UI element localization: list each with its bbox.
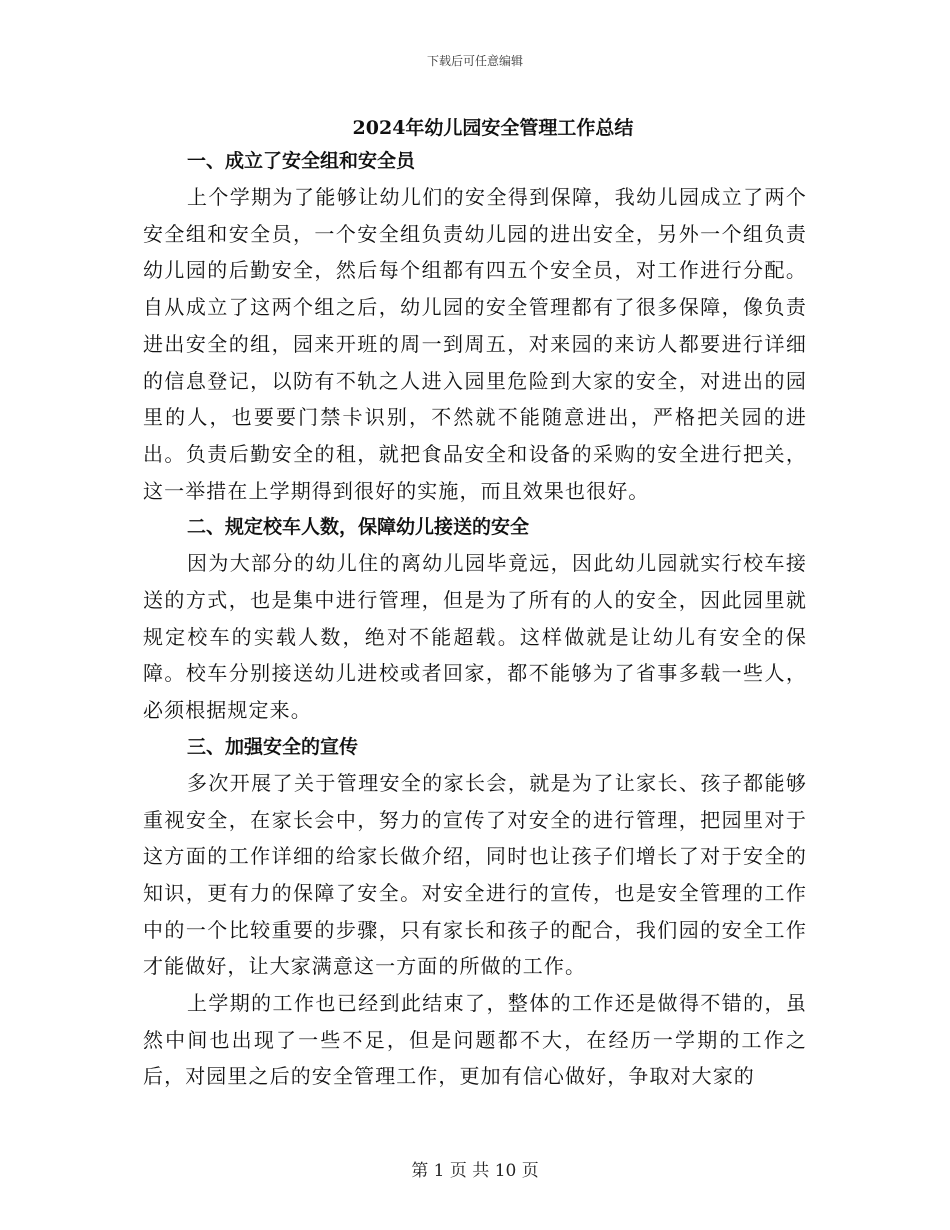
page-header-note: 下载后可任意编辑	[426, 54, 523, 68]
section-heading-3: 三、加强安全的宣传	[187, 735, 359, 758]
closing-paragraph: 上学期的工作也已经到此结束了，整体的工作还是做得不错的，虽然中间也出现了一些不足，但是问题都不大，在经历一学期的工作之后，对园里之后的安全管理工作，更加有信心做好，争取对大家的	[143, 991, 807, 1089]
page-number: 第 1 页 共 10 页	[411, 1161, 539, 1181]
section-heading-2: 二、规定校车人数，保障幼儿接送的安全	[187, 516, 530, 539]
section-paragraph-1: 上个学期为了能够让幼儿们的安全得到保障，我幼儿园成立了两个安全组和安全员，一个安全组负责幼儿园的进出安全，另外一个组负责幼儿园的后勤安全，然后每个组都有四五个安全员，对工作进行分配。自从成立了这两个组之后，幼儿园的安全管理都有了很多保障，像负责进出安全的组，园来开班的周一到周五，对来园的来访人都要进行详细的信息登记，以防有不轨之人进入园里危险到大家的安全，对进出的园里的人，也要要门禁卡识别，不然就不能随意进出，严格把关园的进出。负责后勤安全的租，就把食品安全和设备的采购的安全进行把关，这一举措在上学期得到很好的实施，而且效果也很好。	[143, 185, 807, 503]
section-heading-1: 一、成立了安全组和安全员	[187, 150, 416, 172]
section-paragraph-2: 因为大部分的幼儿住的离幼儿园毕竟远，因此幼儿园就实行校车接送的方式，也是集中进行管理，但是为了所有的人的安全，因此园里就规定校车的实载人数，绝对不能超载。这样做就是让幼儿有安全的保障。校车分别接送幼儿进校或者回家，都不能够为了省事多载一些人，必须根据规定来。	[143, 551, 807, 723]
section-paragraph-3: 多次开展了关于管理安全的家长会，就是为了让家长、孩子都能够重视安全，在家长会中，努力的宣传了对安全的进行管理，把园里对于这方面的工作详细的给家长做介绍，同时也让孩子们增长了对于安全的知识，更有力的保障了安全。对安全进行的宣传，也是安全管理的工作中的一个比较重要的步骤，只有家长和孩子的配合，我们园的安全工作才能做好，让大家满意这一方面的所做的工作。	[143, 770, 807, 979]
document-title: 2024年幼儿园安全管理工作总结	[352, 117, 634, 139]
document-body	[143, 113, 807, 1095]
